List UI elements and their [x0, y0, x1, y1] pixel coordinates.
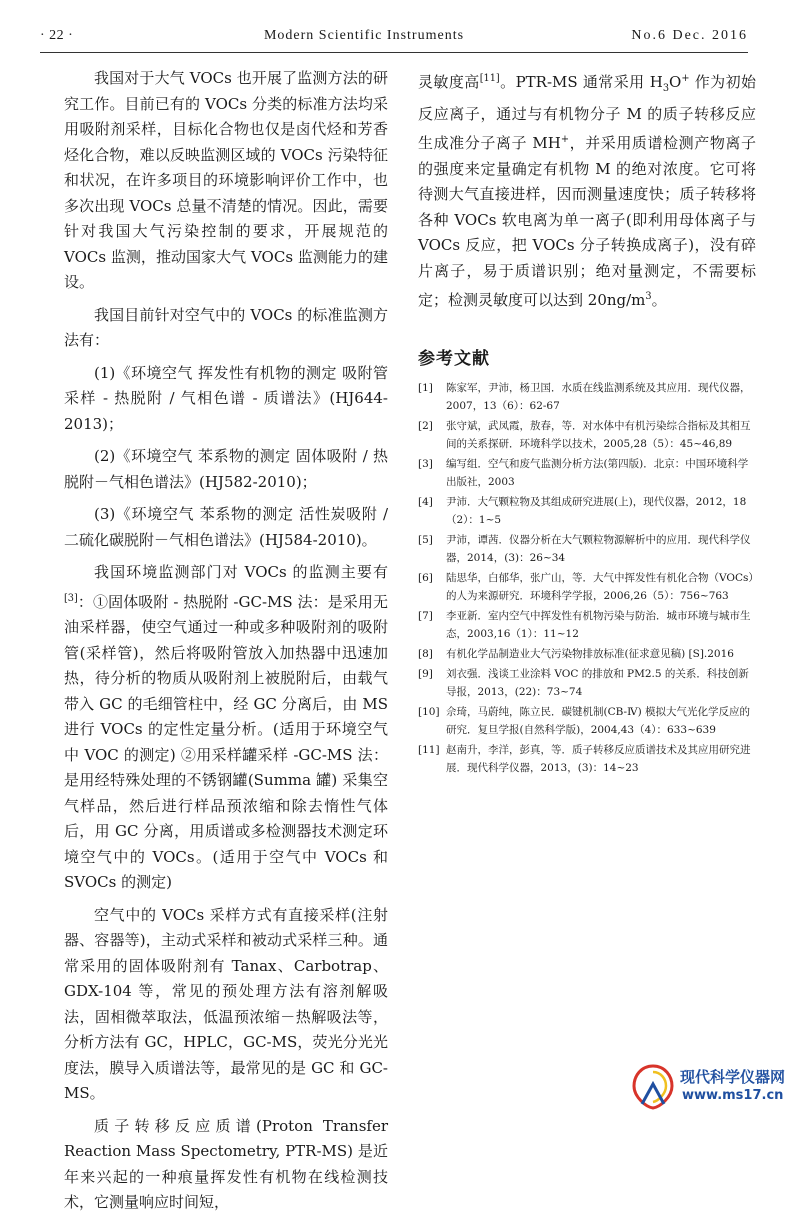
reference-number: [7]: [418, 609, 433, 622]
reference-number: [3]: [418, 457, 433, 470]
citation: [11]: [479, 73, 500, 84]
reference-number: [6]: [418, 571, 433, 584]
references-title: 参考文献: [418, 348, 490, 369]
reference-number: [2]: [418, 419, 433, 432]
reference-item: [418, 455, 756, 491]
reference-text: 李亚新．室内空气中挥发性有机物污染与防治．城市环境与城市生态，2003,16（1）：11~12: [446, 609, 751, 640]
reference-item: [418, 569, 756, 605]
standard-item: (3)《环境空气 苯系物的测定 活性炭吸附 / 二硫化碳脱附－气相色谱法》(HJ584-2010)。: [64, 505, 388, 549]
watermark-name: 现代科学仪器网: [680, 1068, 786, 1086]
reference-item: [418, 665, 756, 701]
journal-title: Modern Scientific Instruments: [263, 28, 465, 43]
paragraph: 质子转移反应质谱(Proton Transfer Reaction Mass Spectometry, PTR-MS) 是近年来兴起的一种痕量挥发性有机物在线检测技术，它测量响应时间短，: [64, 1116, 388, 1211]
subscript: 3: [662, 83, 670, 94]
standard-item: (2)《环境空气 苯系物的测定 固体吸附 / 热脱附－气相色谱法》(HJ582-2010)；: [64, 447, 388, 491]
reference-number: [10]: [418, 705, 440, 718]
paragraph: [64, 560, 388, 896]
reference-item: [418, 703, 756, 739]
text-run: 。: [651, 291, 667, 309]
watermark-url: www.ms17.cn: [682, 1088, 784, 1103]
superscript: +: [681, 73, 690, 84]
paragraph: [418, 66, 756, 314]
right-column: [418, 66, 756, 779]
reference-text: 有机化学品制造业大气污染物排放标准(征求意见稿) [S].2016: [446, 647, 734, 660]
reference-item: [418, 493, 756, 529]
paragraph: 我国对于大气 VOCs 也开展了监测方法的研究工作。目前已有的 VOCs 分类的标准方法均采用吸附剂采样，目标化合物也仅是卤代烃和芳香烃化合物，难以反映监测区域的 VOCs 污染特征和状况，在许多项目的环境影响评价工作中，也多次出现 VOCs 总量不清楚的情况。因此，需要针对我国大气污染控制的要求，开展规范的 VOCs 监测，推动国家大气 VOCs 监测能力的建设。: [64, 69, 388, 291]
text-run: 灵敏度高: [418, 73, 480, 91]
header-rule: [40, 52, 748, 53]
paragraph: 空气中的 VOCs 采样方式有直接采样(注射器、容器等)，主动式采样和被动式采样三种。通常采用的固体吸附剂有 Tanax、Carbotrap、GDX-104 等，常见的预处理方法有溶剂解吸法，固相微萃取法，低温预浓缩－热解吸法等，分析方法有 GC，HPLC，GC-MS，荧光分光光度法，膜导入质谱法等，最常见的是 GC 和 GC-MS。: [64, 905, 388, 1102]
reference-number: [8]: [418, 647, 433, 660]
standard-item: (1)《环境空气 挥发性有机物的测定 吸附管采样 - 热脱附 / 气相色谱 - 质谱法》(HJ644-2013)；: [64, 363, 388, 433]
reference-text: 尹沛．大气颗粒物及其组成研究进展(上)，现代仪器，2012，18（2）：1~5: [446, 495, 747, 526]
text-run: 我国环境监测部门对 VOCs 的监测主要有: [94, 563, 388, 581]
reference-number: [11]: [418, 743, 440, 756]
text-run: ：①固体吸附 - 热脱附 -GC-MS 法：是采用无油采样器，使空气通过一种或多种吸附剂的吸附管(采样管)，然后将吸附管放入加热器中迅速加热，待分析的物质从吸附剂上被脱附后，由载气带入 GC 的毛细管柱中，经 GC 分离后，由 MS 进行 VOCs 的定性定量分析。(适用于环境空气中 VOC 的测定) ②用采样罐采样 -GC-MS 法：是用经特殊处理的不锈钢罐(Summa 罐) 采集空气样品，然后进行样品预浓缩和除去惰性气体后，用 GC 分离，用质谱或多检测器技术测定环境空气中的 VOCs。(适用于空气中 VOCs 和 SVOCs 的测定): [64, 592, 388, 891]
text-run: ，并采用质谱检测产物离子的强度来定量确定有机物 M 的绝对浓度。它可将待测大气直接进样，因而测量速度快；质子转移将各种 VOCs 软电离为单一离子(即利用母体离子与 VOCs 反应，把 VOCs 分子转换成离子)，没有碎片离子，易于质谱识别；绝对量测定，不需要标定；检测灵敏度可以达到 20ng/m: [418, 134, 756, 309]
reference-text: 赵南升，李洋，彭真，等．质子转移反应质谱技术及其应用研究进展．现代科学仪器，2013，(3)：14~23: [446, 743, 751, 774]
issue-info: No.6 Dec. 2016: [631, 28, 748, 43]
paragraph: 我国目前针对空气中的 VOCs 的标准监测方法有：: [64, 305, 388, 349]
reference-text: 刘衣强．浅谈工业涂料 VOC 的排放和 PM2.5 的关系．科技创新导报，2013，(22)：73~74: [446, 667, 749, 698]
reference-item: [418, 531, 756, 567]
superscript: +: [560, 134, 570, 145]
page-number: · 22 ·: [40, 28, 74, 43]
text-run: 。PTR-MS 通常采用 H: [499, 73, 663, 91]
reference-number: [5]: [418, 533, 433, 546]
text-run: O: [669, 73, 682, 91]
reference-number: [9]: [418, 667, 433, 680]
reference-item: [418, 379, 756, 415]
reference-text: 陆思华，白郁华，张广山，等．大气中挥发性有机化合物（VOCs）的人为来源研究．环境科学学报，2006,26（5）：756~763: [446, 571, 754, 602]
reference-number: [1]: [418, 381, 433, 394]
reference-text: 编写组．空气和废气监测分析方法(第四版)．北京：中国环境科学出版社，2003: [446, 457, 749, 488]
logo-icon: [630, 1064, 676, 1110]
superscript: 3: [645, 291, 652, 302]
text-run: 作为初始反应离子，通过与有机物分子 M 的质子转移反应生成准分子离子 MH: [418, 73, 756, 152]
reference-text: 陈家军，尹沛，杨卫国．水质在线监测系统及其应用．现代仪器，2007，13（6）：62-67: [446, 381, 751, 412]
watermark-logo: [630, 1062, 795, 1110]
reference-item: [418, 645, 756, 663]
reference-text: 张守斌，武凤霞，敖春，等．对水体中有机污染综合指标及其相互间的关系探研．环境科学以技术，2005,28（5）：45~46,89: [446, 419, 751, 450]
reference-item: [418, 417, 756, 453]
reference-item: [418, 607, 756, 643]
citation: [3]: [64, 592, 78, 604]
references-list: [418, 379, 756, 777]
left-column: [64, 66, 388, 1216]
reference-text: 尹沛，谭茜．仪器分析在大气颗粒物源解析中的应用．现代科学仪器，2014，(3)：26~34: [446, 533, 751, 564]
reference-item: [418, 741, 756, 777]
page-header: [40, 26, 748, 46]
reference-text: 佘琦，马蔚纯，陈立民．碳键机制(CB-Ⅳ) 模拟大气光化学反应的研究．复旦学报(自然科学版)，2004,43（4）：633~639: [446, 705, 751, 736]
reference-number: [4]: [418, 495, 433, 508]
